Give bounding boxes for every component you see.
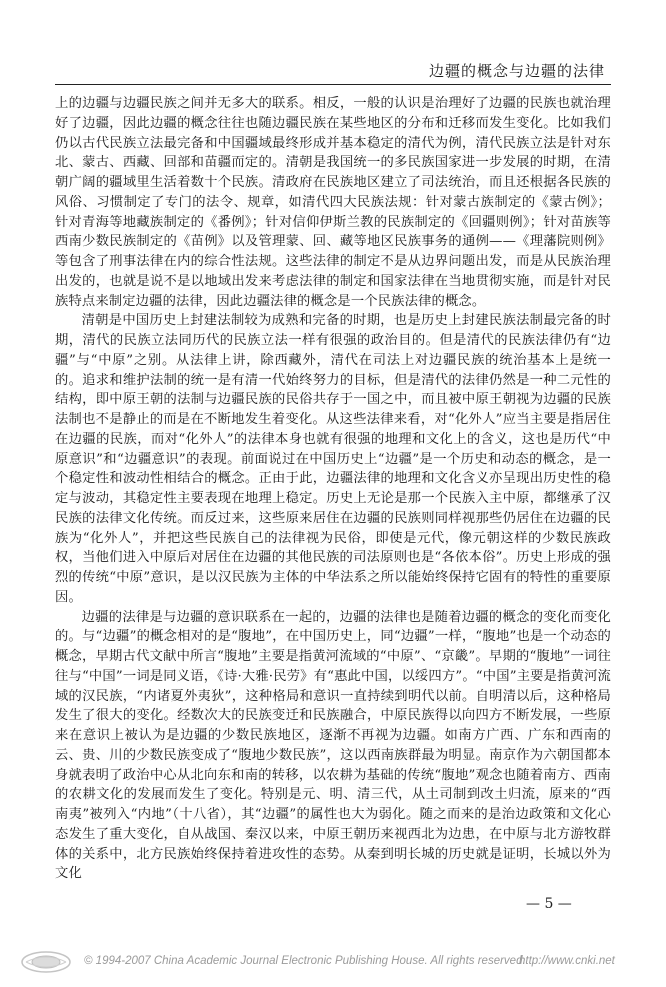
running-title: 边疆的概念与边疆的法律 xyxy=(428,62,605,80)
paragraph-continued: 上的边疆与边疆民族之间并无多大的联系。相反，一般的认识是治理好了边疆的民族也就治理好了边疆，因此边疆的概念往往也随边疆民族在某些地区的分布和迁移而发生变化。比如我们仍以古代民族立法最完备和中国疆域最终形成并基本稳定的清代为例，清代民族立法是针对东北、蒙古、西藏、回部和苗疆而定的。清朝是我国统一的多民族国家进一步发展的时期，在清朝广阔的疆域里生活着数十个民族。清政府在民族地区建立了司法统治，而且还根据各民族的风俗、习惯制定了专门的法令、规章，如清代四大民族法规：针对蒙古族制定的《蒙古例》；针对青海等地藏族制定的《番例》；针对信仰伊斯兰教的民族制定的《回疆则例》；针对苗族等西南少数民族制定的《苗例》以及管理蒙、回、藏等地区民族事务的通例——《理藩院则例》等包含了刑事法律在内的综合性法规。这些法律的制定不是从边界问题出发，而是从民族治理出发的，也就是说不是以地域出发来考虑法律的制定和国家法律在当地贯彻实施，而是针对民族特点来制定边疆的法律，因此边疆法律的概念是一个民族法律的概念。 xyxy=(55,96,611,309)
page-number: — 5 — xyxy=(526,896,572,912)
cnki-logo-icon xyxy=(20,950,72,974)
footer-copyright: © 1994-2007 China Academic Journal Electronic Publishing House. All rights reserved. xyxy=(84,955,526,967)
paragraph-qing-law: 清朝是中国历史上封建法制较为成熟和完备的时期，也是历史上封建民族法制最完备的时期，清代的民族立法同历代的民族立法一样有很强的政治目的。但是清代的民族法律仍有“边疆”与“中原”之别。从法律上讲，除西藏外，清代在司法上对边疆民族的统治基本上是统一的。追求和维护法制的统一是有清一代始终努力的目标，但是清代的法律仍然是一种二元性的结构，即中原王朝的法制与边疆民族的民俗共存于一国之中，而且被中原王朝视为边疆的民族法制也不是静止的而是在不断地发生着变化。从这些法律来看，对“化外人”应当主要是指居住在边疆的民族，而对“化外人”的法律本身也就有很强的地理和文化上的含义，这也是历代“中原意识”和“边疆意识”的表现。前面说过在中国历史上“边疆”是一个历史和动态的概念，是一个稳定性和波动性相结合的概念。正由于此，边疆法律的地理和文化含义亦呈现出历史性的稳定与波动，其稳定性主要表现在地理上稳定。历史上无论是那一个民族入主中原，都继承了汉民族的法律文化传统。而反过来，这些原来居住在边疆的民族则同样视那些仍居住在边疆的民族为“化外人”，并把这些民族自己的法律视为民俗，即使是元代，像元朝这样的少数民族政权，当他们进入中原后对居住在边疆的其他民族的司法原则也是“各依本俗”。历史上形成的强烈的传统“中原”意识，是以汉民族为主体的中华法系之所以能始终保持它固有的特性的重要原因。 xyxy=(55,313,611,605)
running-header xyxy=(55,58,611,85)
paragraph-frontier-law: 边疆的法律是与边疆的意识联系在一起的，边疆的法律也是随着边疆的概念的变化而变化的。与“边疆”的概念相对的是“腹地”，在中国历史上，同“边疆”一样，“腹地”也是一个动态的概念，早期古代文献中所言“腹地”主要是指黄河流域的“中原”、“京畿”。早期的“腹地”一词往往与“中国”一词是同义语，《诗·大雅·民劳》有“惠此中国，以绥四方”。“中国”主要是指黄河流域的汉民族，“内诸夏外夷狄”，这种格局和意识一直持续到明代以前。自明清以后，这种格局发生了很大的变化。经数次大的民族变迁和民族融合，中原民族得以向四方不断发展，一些原来在意识上被认为是边疆的少数民族地区，逐渐不再视为边疆。如南方广西、广东和西南的云、贵、川的少数民族变成了“腹地少数民族”，这以西南族群最为明显。南京作为六朝国都本身就表明了政治中心从北向东和南的转移，以农耕为基础的传统“腹地”观念也随着南方、西南的农耕文化的发展而发生了变化。特别是元、明、清三代，从土司制到改土归流，原来的“西南夷”被列入“内地”（十八省），其“边疆”的属性也大为弱化。随之而来的是治边政策和文化心态发生了重大变化，自从战国、秦汉以来，中原王朝历来视西北为边患，在中原与北方游牧群体的关系中，北方民族始终保持着进攻性的态势。从秦到明长城的历史就是证明，长城以外为文化 xyxy=(55,609,611,882)
footer-url[interactable]: http://www.cnki.net xyxy=(519,955,615,967)
article-body xyxy=(55,94,611,884)
